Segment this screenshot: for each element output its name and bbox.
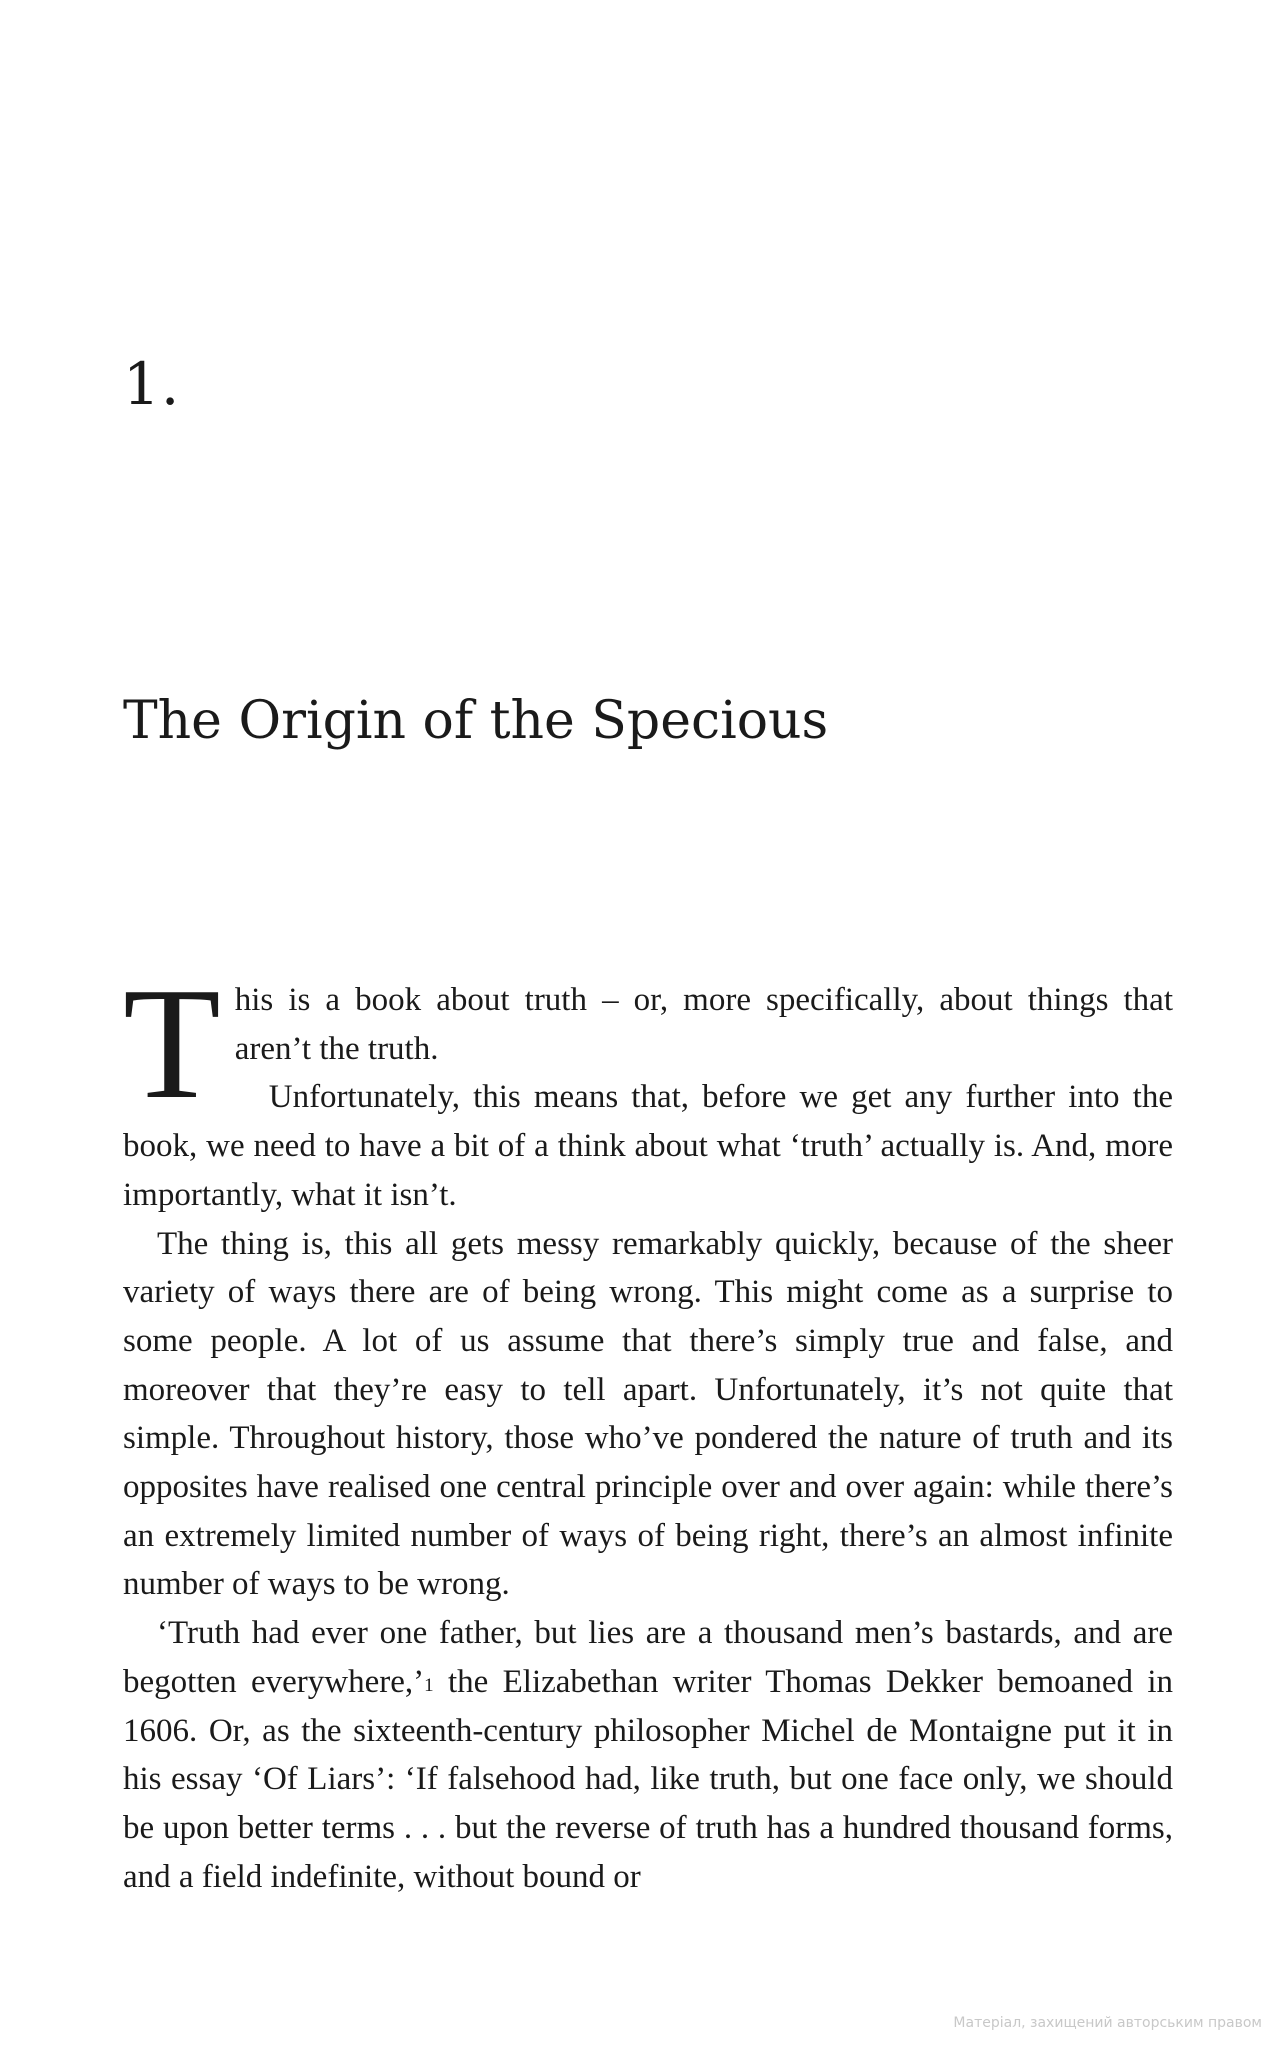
paragraph-4-text: the Elizabethan writer Thomas Dekker bemoaned in 1606. Or, as the sixteenth-century philosopher Michel de Montaigne put it in his essay ‘Of Liars’: ‘If falsehood had, like truth, but one face only, we should be upon better terms . . . but the reverse of truth has a hundred thousand forms, and a field indefinite, without bound or: [123, 1663, 1173, 1895]
copyright-watermark: Матеріал, захищений авторським правом: [953, 2015, 1262, 2031]
paragraph-4: [123, 1609, 1173, 1901]
paragraph-1: [123, 954, 1173, 1132]
footnote-ref-1[interactable]: 1: [424, 1674, 434, 1696]
paragraph-3: The thing is, this all gets messy remarkably quickly, because of the sheer variety of ways there are of being wrong. This might come as a surprise to some people. A lot of us assume that there’s simply true and false, and moreover that they’re easy to tell apart. Unfortunately, it’s not quite that simple. Throughout history, those who’ve pondered the nature of truth and its opposites have realised one central principle over and over again: while there’s an extremely limited number of ways of being right, there’s an almost infinite number of ways to be wrong.: [123, 1225, 1173, 1603]
paragraph-1-text: his is a book about truth – or, more specifically, about things that aren’t the truth.: [234, 982, 1173, 1067]
chapter-title: The Origin of the Specious: [123, 691, 829, 751]
chapter-number: 1.: [123, 350, 181, 418]
paragraph-4-quote: ‘Truth had ever one father, but lies are a thousand men’s bastards, and are begotten everywhere,’: [123, 1615, 1173, 1700]
paragraph-2: Unfortunately, this means that, before we get any further into the book, we need to have a bit of a think about what ‘truth’ actually is. And, more importantly, what it isn’t.: [123, 1079, 1173, 1213]
chapter-body: [123, 954, 1173, 1901]
drop-cap: T: [123, 954, 221, 1132]
